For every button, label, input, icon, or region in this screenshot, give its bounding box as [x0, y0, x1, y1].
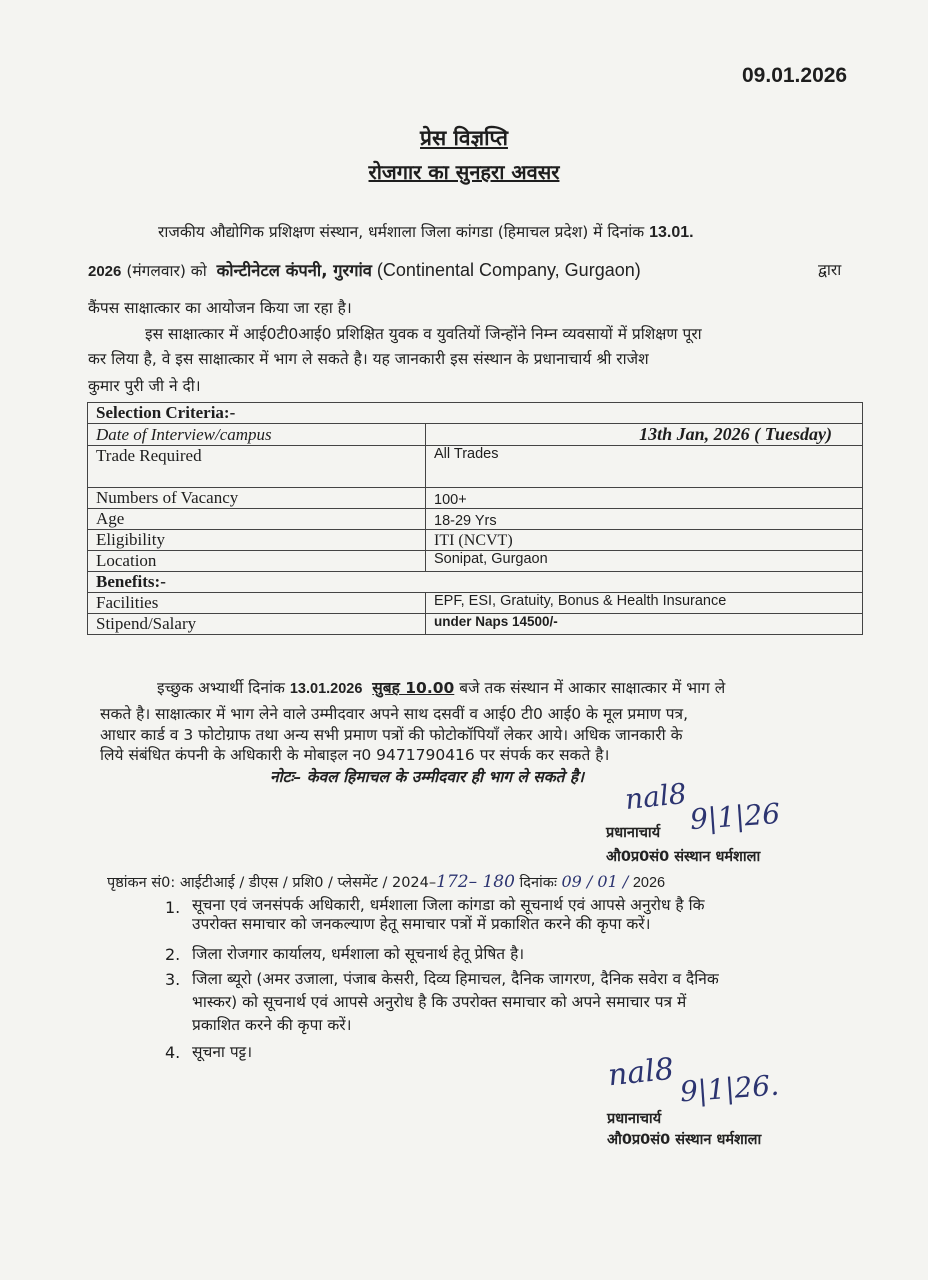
para3-line-1	[157, 676, 725, 698]
row-label-age: Age	[88, 509, 426, 530]
row-label-trade: Trade Required	[88, 446, 426, 488]
row-label-location: Location	[88, 551, 426, 572]
list-item-3-line-2: भास्कर) को सूचनार्थ एवं आपसे अनुरोध है कि उपरोक्त समाचार को अपने समाचार पत्र में	[192, 993, 687, 1011]
company-name-hindi: कोन्टीनेटल कंपनी, गुरगांव	[216, 261, 372, 280]
table-row	[88, 551, 863, 572]
para2-line-1: इस साक्षात्कार में आई0टी0आई0 प्रशिक्षित युवक व युवतियों जिन्होंने निम्न व्यवसायों में प्रशिक्षण पूरा	[145, 325, 702, 343]
list-item-1-line-1: सूचना एवं जनसंपर्क अधिकारी, धर्मशाला जिला कांगडा को सूचनार्थ एवं आपसे अनुरोध है कि	[192, 896, 705, 914]
list-item-2-line-1: जिला रोजगार कार्यालय, धर्मशाला को सूचनार्थ हेतू प्रेषित है।	[192, 945, 525, 963]
list-item-4-line-1: सूचना पट्ट।	[192, 1043, 253, 1061]
benefits-header: Benefits:-	[88, 572, 863, 593]
list-number: 2.	[165, 945, 181, 964]
list-number: 3.	[165, 970, 181, 989]
row-value-location: Sonipat, Gurgaon	[426, 551, 863, 572]
row-value-stipend: under Naps 14500/-	[426, 614, 863, 635]
document-date: 09.01.2026	[742, 64, 848, 87]
table-row	[88, 446, 863, 488]
handwritten-endorsement-date: 09 / 01 /	[561, 872, 629, 891]
table-row	[88, 488, 863, 509]
row-label-stipend: Stipend/Salary	[88, 614, 426, 635]
document-subtitle	[0, 158, 928, 185]
endorsement-date-label: दिनांकः	[519, 875, 557, 891]
table-row	[88, 614, 863, 635]
list-item-3-line-1: जिला ब्यूरो (अमर उजाला, पंजाब केसरी, दिव्य हिमाचल, दैनिक जागरण, दैनिक सवेरा व दैनिक	[192, 970, 719, 988]
interview-year: 2026	[88, 263, 122, 280]
row-label-eligibility: Eligibility	[88, 530, 426, 551]
para2-line-3: कुमार पुरी जी ने दी।	[88, 377, 201, 395]
list-number: 4.	[165, 1043, 181, 1062]
document-title	[0, 124, 928, 152]
principal-designation-2: प्रधानाचार्य	[607, 1111, 662, 1127]
row-value-facilities: EPF, ESI, Gratuity, Bonus & Health Insurance	[426, 593, 863, 614]
handwritten-signature-2: nal8	[606, 1051, 676, 1094]
row-label-date: Date of Interview/campus	[88, 424, 426, 446]
row-value-eligibility: ITI (NCVT)	[426, 530, 863, 551]
para3-line-3: आधार कार्ड व 3 फोटोग्राफ तथा अन्य सभी प्रमाण पत्रों की फोटोकॉपियॉं लेकर आये। अधिक जानकारी के	[100, 726, 683, 744]
table-row	[88, 509, 863, 530]
interview-date-part: 13.01.	[649, 224, 694, 241]
para3-text: इच्छुक अभ्यार्थी दिनांक	[157, 679, 285, 697]
handwritten-ref-numbers: 172– 180	[436, 872, 515, 892]
selection-criteria-header: Selection Criteria:-	[88, 403, 863, 424]
intro-line-2	[88, 258, 641, 281]
institute-name-1: औ0प्र0सं0 संस्थान धर्मशाला	[606, 849, 761, 865]
interview-day: (मंगलवार) को	[126, 262, 207, 280]
endorsement-ref: पृष्ठांकन सं0: आईटीआई / डीएस / प्रशि0 / प्लेसमेंट / 2024–	[107, 875, 437, 891]
list-number: 1.	[165, 898, 181, 917]
para3-line-4: लिये संबंधित कंपनी के अधिकारी के मोबाइल न0 9471790416 पर संपर्क कर सकते है।	[100, 746, 610, 764]
handwritten-sign-date-2: 9|1|26.	[678, 1068, 781, 1109]
row-label-vacancy: Numbers of Vacancy	[88, 488, 426, 509]
title-text: प्रेस विज्ञप्ति	[420, 126, 508, 150]
row-value-trade: All Trades	[426, 446, 863, 488]
handwritten-sign-date-1: 9|1|26	[688, 796, 782, 837]
row-value-vacancy: 100+	[426, 488, 863, 509]
list-item-3-line-3: प्रकाशित करने की कृपा करें।	[192, 1016, 352, 1034]
table-row	[88, 593, 863, 614]
row-value-age: 18-29 Yrs	[426, 509, 863, 530]
institute-name-2: औ0प्र0सं0 संस्थान धर्मशाला	[607, 1132, 762, 1148]
handwritten-signature-1: nal8	[623, 776, 689, 817]
apply-time: सुबह 10.00	[372, 679, 455, 697]
intro-line-1	[158, 220, 694, 242]
row-label-facilities: Facilities	[88, 593, 426, 614]
principal-designation-1: प्रधानाचार्य	[606, 825, 661, 841]
table-row	[88, 530, 863, 551]
endorsement-year: 2026	[632, 875, 666, 891]
para3-text-end: बजे तक संस्थान में आकार साक्षात्कार में भाग ले	[459, 679, 726, 697]
intro-text: राजकीय औद्योगिक प्रशिक्षण संस्थान, धर्मशाला जिला कांगडा (हिमाचल प्रदेश) में दिनांक	[158, 223, 645, 241]
intro-line-2-end: द्वारा	[818, 261, 842, 279]
list-item-1-line-2: उपरोक्त समाचार को जनकल्याण हेतू समाचार पत्रों में प्रकाशित करने की कृपा करें।	[192, 915, 651, 933]
benefits-header-row	[88, 572, 863, 593]
subtitle-text: रोजगार का सुनहरा अवसर	[368, 160, 560, 184]
company-name-english: (Continental Company, Gurgaon)	[376, 260, 641, 280]
endorsement-line	[107, 872, 665, 892]
note-text: नोटः– केवल हिमाचल के उम्मीदवार ही भाग ले सकते है।	[270, 768, 585, 786]
selection-header-row	[88, 403, 863, 424]
selection-criteria-table	[87, 402, 863, 635]
apply-date: 13.01.2026	[289, 681, 363, 697]
intro-line-3: कैंपस साक्षात्कार का आयोजन किया जा रहा है।	[88, 299, 352, 317]
table-row	[88, 424, 863, 446]
para3-line-2: सकते है। साक्षात्कार में भाग लेने वाले उम्मीदवार अपने साथ दसवीं व आई0 टी0 आई0 के मूल प्रमाण पत्र,	[100, 705, 689, 723]
para2-line-2: कर लिया है, वे इस साक्षात्कार में भाग ले सकते है। यह जानकारी इस संस्थान के प्रधानाचार्य श्री राजेश	[88, 350, 649, 368]
row-value-date: 13th Jan, 2026 ( Tuesday)	[426, 424, 863, 446]
